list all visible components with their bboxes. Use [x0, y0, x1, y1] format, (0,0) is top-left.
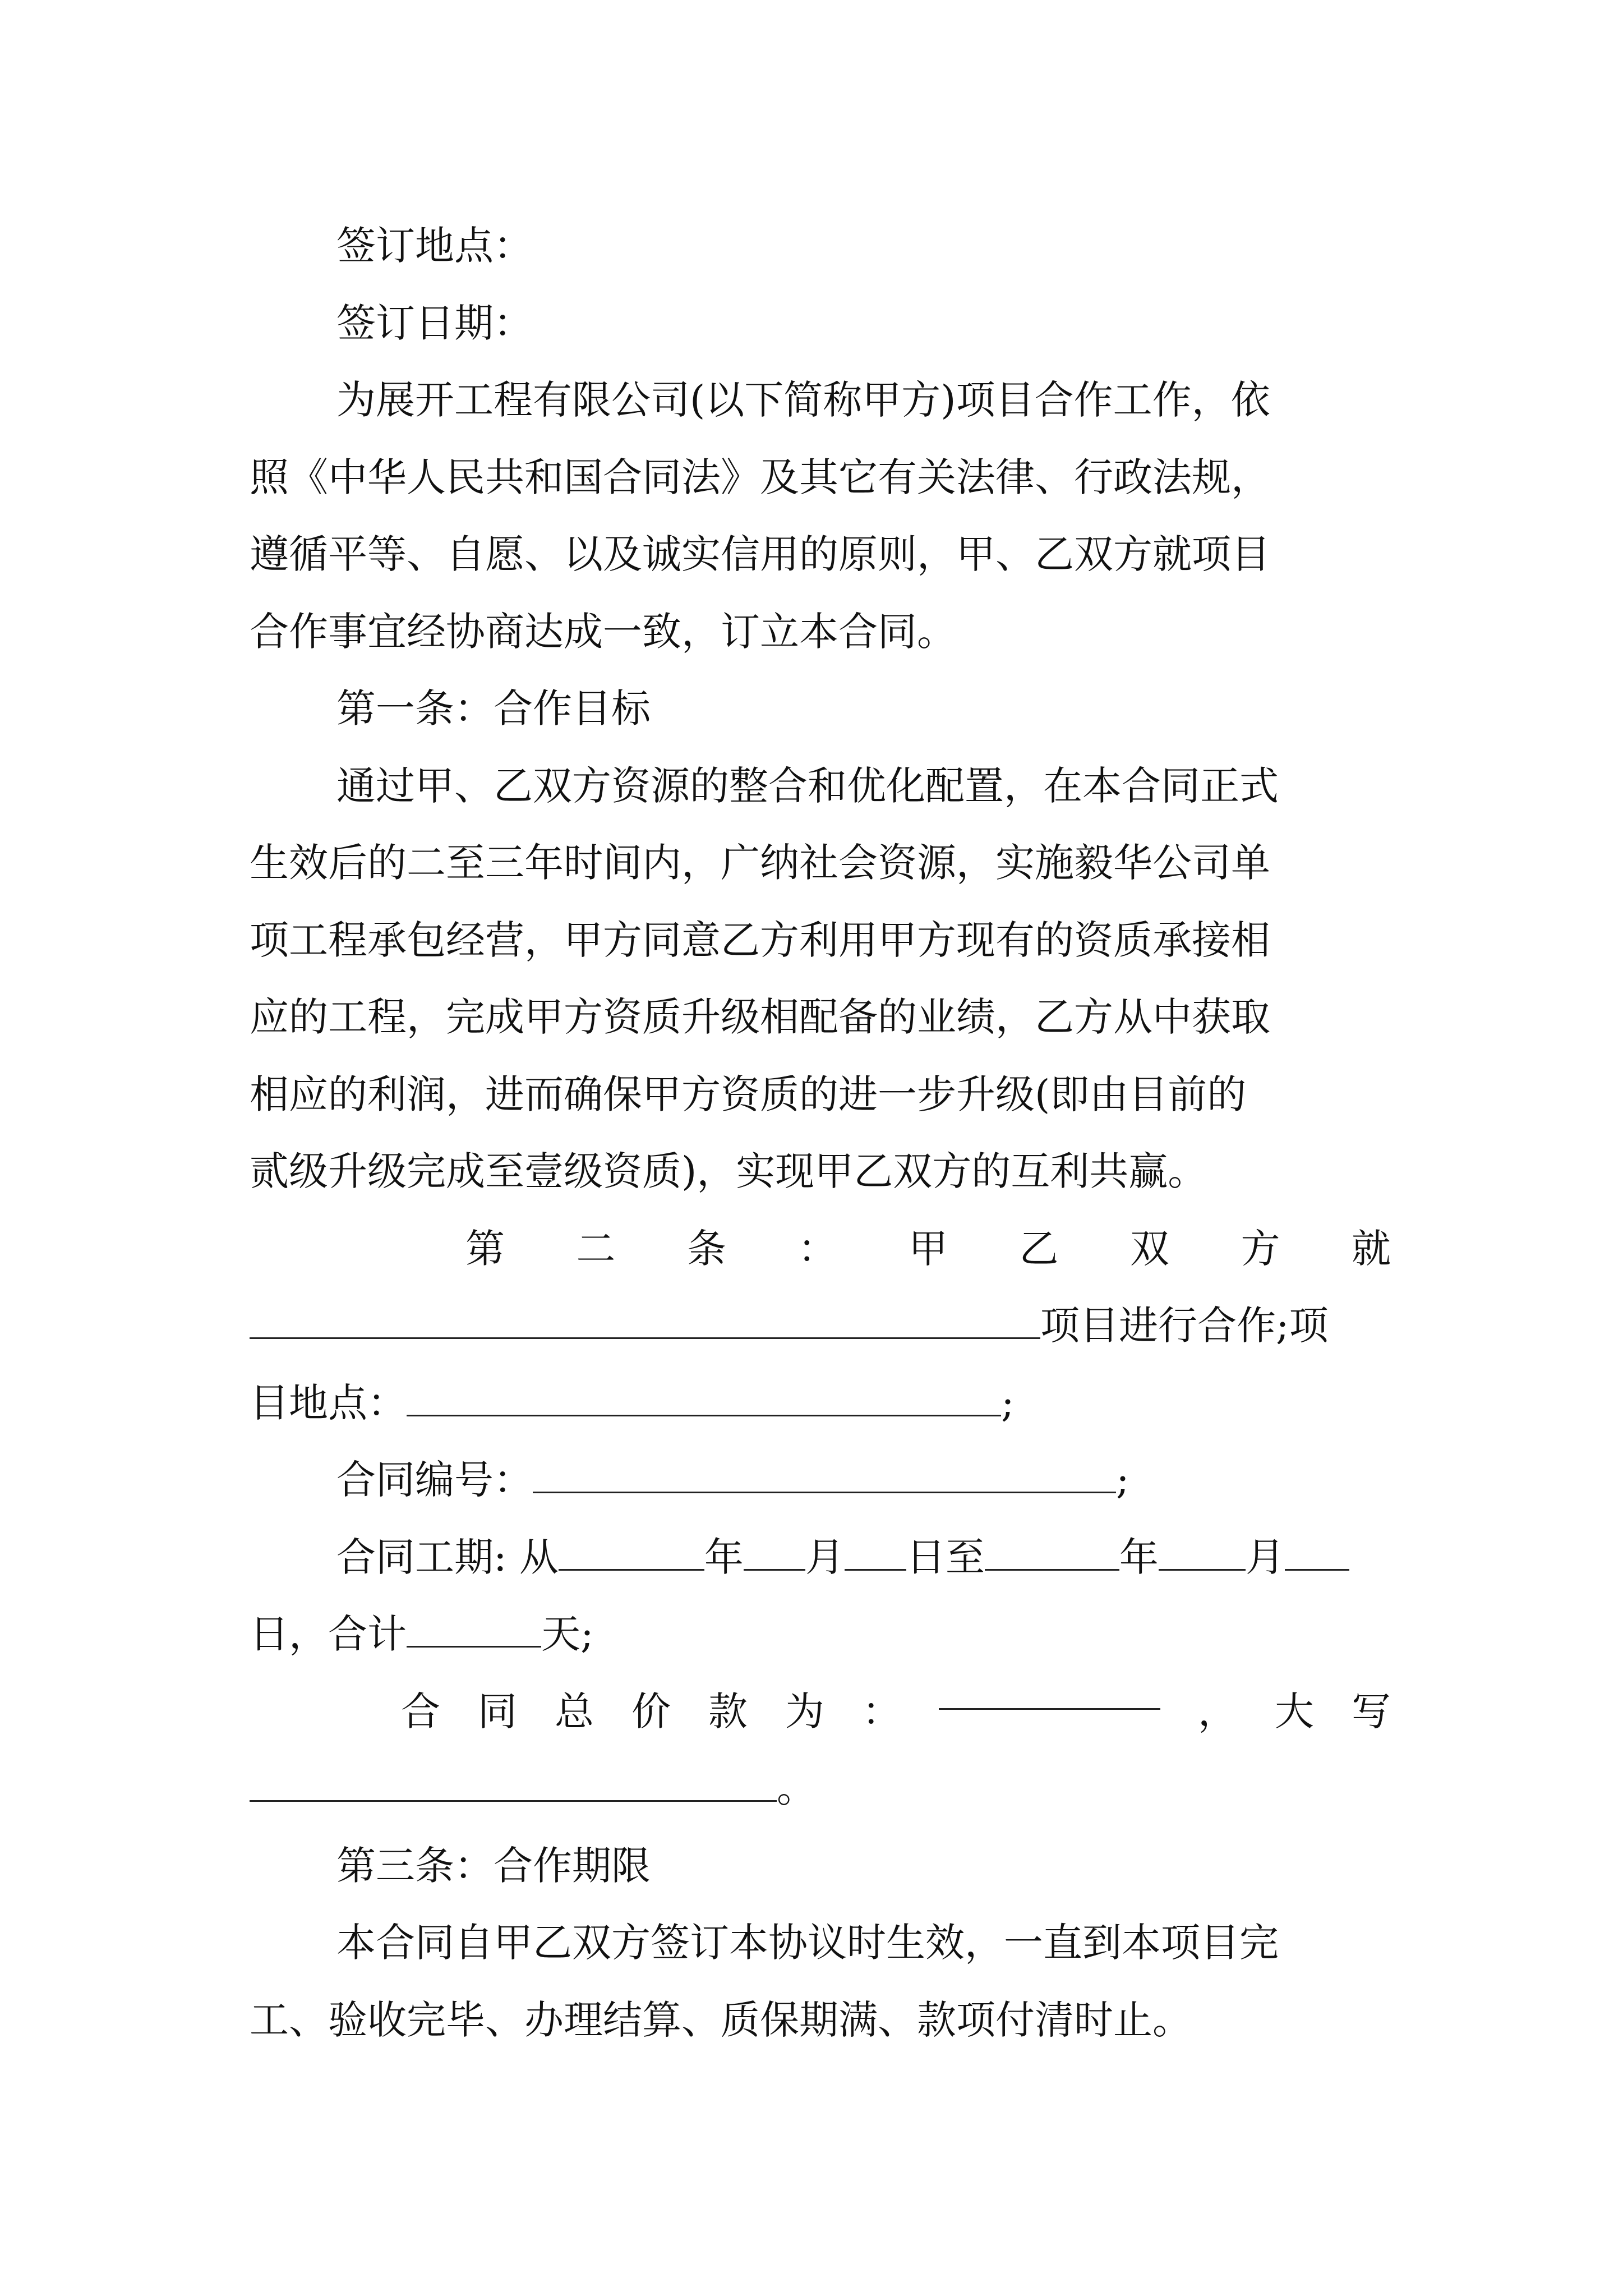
article-1-line: 贰级升级完成至壹级资质)，实现甲乙双方的互利共赢。: [250, 1148, 1207, 1194]
article-1-line: 相应的利润，进而确保甲方资质的进一步升级(即由目前的: [250, 1071, 1247, 1117]
article-2-char: 二: [576, 1225, 616, 1272]
contract-number-line: [250, 1442, 1391, 1519]
article-3-title: 第三条：合作期限: [336, 1842, 651, 1889]
price-amount-blank[interactable]: [939, 1673, 1160, 1710]
project-name-blank[interactable]: [250, 1303, 1040, 1339]
start-month-blank[interactable]: [744, 1534, 805, 1571]
contract-price-line: [250, 1673, 1391, 1751]
start-day-blank[interactable]: [845, 1534, 906, 1571]
capital-amount-line: [250, 1750, 1391, 1828]
contract-days-line: [250, 1596, 1391, 1673]
year-label: 年: [704, 1534, 744, 1580]
article-1-title: 第一条：合作目标: [336, 685, 651, 731]
article-2-char: ：: [797, 1225, 837, 1272]
signing-date: 签订日期：: [336, 300, 533, 346]
price-char: 同: [478, 1688, 517, 1734]
capital-amount-blank[interactable]: [250, 1765, 777, 1802]
month-label: 月: [805, 1534, 845, 1580]
signing-place: 签订地点：: [336, 223, 533, 269]
price-char: 总: [555, 1688, 594, 1734]
project-site-blank[interactable]: [407, 1380, 1001, 1416]
days-label: 天;: [541, 1611, 594, 1657]
end-month-blank[interactable]: [1159, 1534, 1246, 1571]
article-2-heading-line: [250, 1211, 1391, 1288]
article-2-char: 第: [465, 1225, 505, 1272]
article-2-char: 条: [687, 1225, 726, 1272]
article-2-char: 就: [1352, 1225, 1391, 1272]
end-year-blank[interactable]: [985, 1534, 1119, 1571]
article-2-char: 乙: [1019, 1225, 1059, 1272]
year-label: 年: [1119, 1534, 1159, 1580]
project-site-line: [250, 1365, 1391, 1442]
day-to-label: 日至: [906, 1534, 985, 1580]
contract-period-label: 合同工期: 从: [336, 1534, 559, 1580]
day-total-label: 日，合计: [250, 1611, 407, 1657]
start-year-blank[interactable]: [559, 1534, 704, 1571]
price-char: 为: [785, 1688, 824, 1734]
semicolon: ;: [1001, 1379, 1015, 1426]
total-days-blank[interactable]: [407, 1611, 541, 1648]
semicolon: ;: [1116, 1457, 1129, 1503]
capital-char: 大: [1275, 1688, 1314, 1734]
article-3-line: 本合同自甲乙双方签订本协议时生效，一直到本项目完: [336, 1920, 1279, 1966]
project-cooperation-text: 项目进行合作;项: [1040, 1303, 1329, 1349]
capital-char: 写: [1352, 1688, 1391, 1734]
article-3-line: 工、验收完毕、办理结算、质保期满、款项付清时止。: [250, 1996, 1192, 2043]
article-2-char: 双: [1130, 1225, 1169, 1272]
article-2-char: 方: [1241, 1225, 1280, 1272]
preamble-line: 为展开工程有限公司(以下简称甲方)项目合作工作，依: [336, 377, 1270, 423]
period-mark: 。: [777, 1765, 816, 1811]
price-char: 合: [401, 1688, 440, 1734]
price-char: 款: [708, 1688, 748, 1734]
article-1-line: 通过甲、乙双方资源的整合和优化配置，在本合同正式: [336, 762, 1279, 809]
project-site-label: 目地点：: [250, 1379, 407, 1426]
preamble-line: 照《中华人民共和国合同法》及其它有关法律、行政法规，: [250, 454, 1270, 500]
comma: ，: [1198, 1688, 1237, 1734]
month-label: 月: [1245, 1534, 1285, 1580]
contract-number-label: 合同编号：: [336, 1457, 533, 1503]
price-char: ：: [862, 1688, 901, 1734]
project-name-line: [250, 1287, 1391, 1365]
article-2-char: 甲: [909, 1225, 948, 1272]
preamble-line: 合作事宜经协商达成一致，订立本合同。: [250, 608, 956, 655]
preamble-line: 遵循平等、自愿、以及诚实信用的原则，甲、乙双方就项目: [250, 531, 1270, 577]
contract-period-line: [250, 1519, 1391, 1596]
contract-body: [250, 208, 1391, 2059]
price-char: 价: [631, 1688, 671, 1734]
article-1-line: 应的工程，完成甲方资质升级相配备的业绩，乙方从中获取: [250, 994, 1270, 1040]
article-1-line: 项工程承包经营，甲方同意乙方利用甲方现有的资质承接相: [250, 917, 1270, 963]
article-1-line: 生效后的二至三年时间内，广纳社会资源，实施毅华公司单: [250, 840, 1270, 886]
end-day-blank[interactable]: [1285, 1534, 1349, 1571]
contract-number-blank[interactable]: [533, 1457, 1116, 1493]
